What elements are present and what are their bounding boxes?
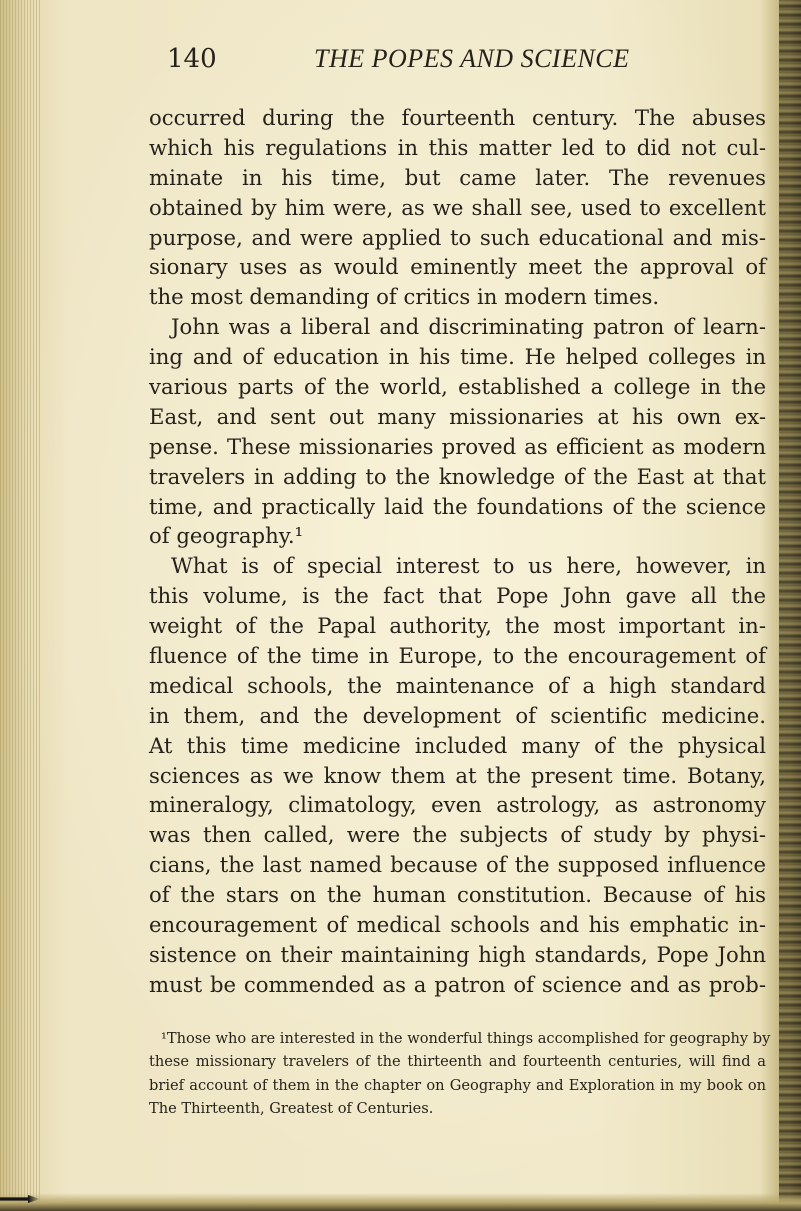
page-edge [779,0,801,1211]
text-line: East, and sent out many missionaries at his own ex- [149,403,766,429]
page-gutter [0,0,42,1211]
text-line: which his regulations in this matter led to did not cul- [149,134,766,160]
text-line: of the stars on the human constitution. Because of his [149,882,766,908]
text-line: medical schools, the maintenance of a high standard [149,672,766,698]
text-line: What is of special interest to us here, however, in [171,553,766,579]
text-line: pense. These missionaries proved as efficient as modern [149,433,766,459]
footnote-line: ¹Those who are interested in the wonderful things accomplished for geography by [161,1030,771,1047]
text-line: encouragement of medical schools and his emphatic in- [149,912,766,938]
text-line: time, and practically laid the foundations of the science [149,493,766,519]
text-line: the most demanding of critics in modern times. [149,284,660,310]
text-line: occurred during the fourteenth century. The abuses [149,105,766,130]
text-line: various parts of the world, established a college in the [149,374,766,400]
text-line: travelers in adding to the knowledge of the East at that [149,463,766,489]
footnote-line: brief account of them in the chapter on Geography and Exploration in my book on [149,1076,766,1094]
text-line: sionary uses as would eminently meet the approval of [149,254,766,280]
text-line: minate in his time, but came later. The revenues [149,164,766,190]
text-line: this volume, is the fact that Pope John gave all the [149,583,766,609]
text-line: mineralogy, climatology, even astrology, as astronomy [149,792,766,818]
page-bottom-edge [0,1193,801,1211]
text-line: sistence on their maintaining high standards, Pope John [149,941,766,967]
text-line: John was a liberal and discriminating patron of learn- [171,314,766,340]
text-line: was then called, were the subjects of study by physi- [149,822,766,848]
running-header [167,42,767,76]
running-title: THE POPES AND SCIENCE [314,44,630,73]
footnote-line: The Thirteenth, Greatest of Centuries. [149,1100,434,1118]
text-line: in them, and the development of scientific medicine. [149,702,766,728]
text-line: ing and of education in his time. He helped colleges in [149,344,766,370]
text-line: sciences as we know them at the present time. Botany, [149,762,766,788]
text-line: cians, the last named because of the supposed influence [149,852,766,878]
text-line: obtained by him were, as we shall see, used to excellent [149,194,766,220]
text-line: must be commended as a patron of science and as prob- [149,971,766,997]
page-number: 140 [167,44,217,74]
footnote-line: these missionary travelers of the thirteenth and fourteenth centuries, will find a [149,1053,766,1071]
text-line: fluence of the time in Europe, to the encouragement of [149,643,766,669]
text-line: purpose, and were applied to such educational and mis- [149,224,766,250]
text-line: weight of the Papal authority, the most important in- [149,613,766,639]
text-line: At this time medicine included many of the physical [149,732,766,758]
text-line: of geography.¹ [149,523,304,549]
body-text [149,103,766,1000]
footnote [149,1027,771,1121]
